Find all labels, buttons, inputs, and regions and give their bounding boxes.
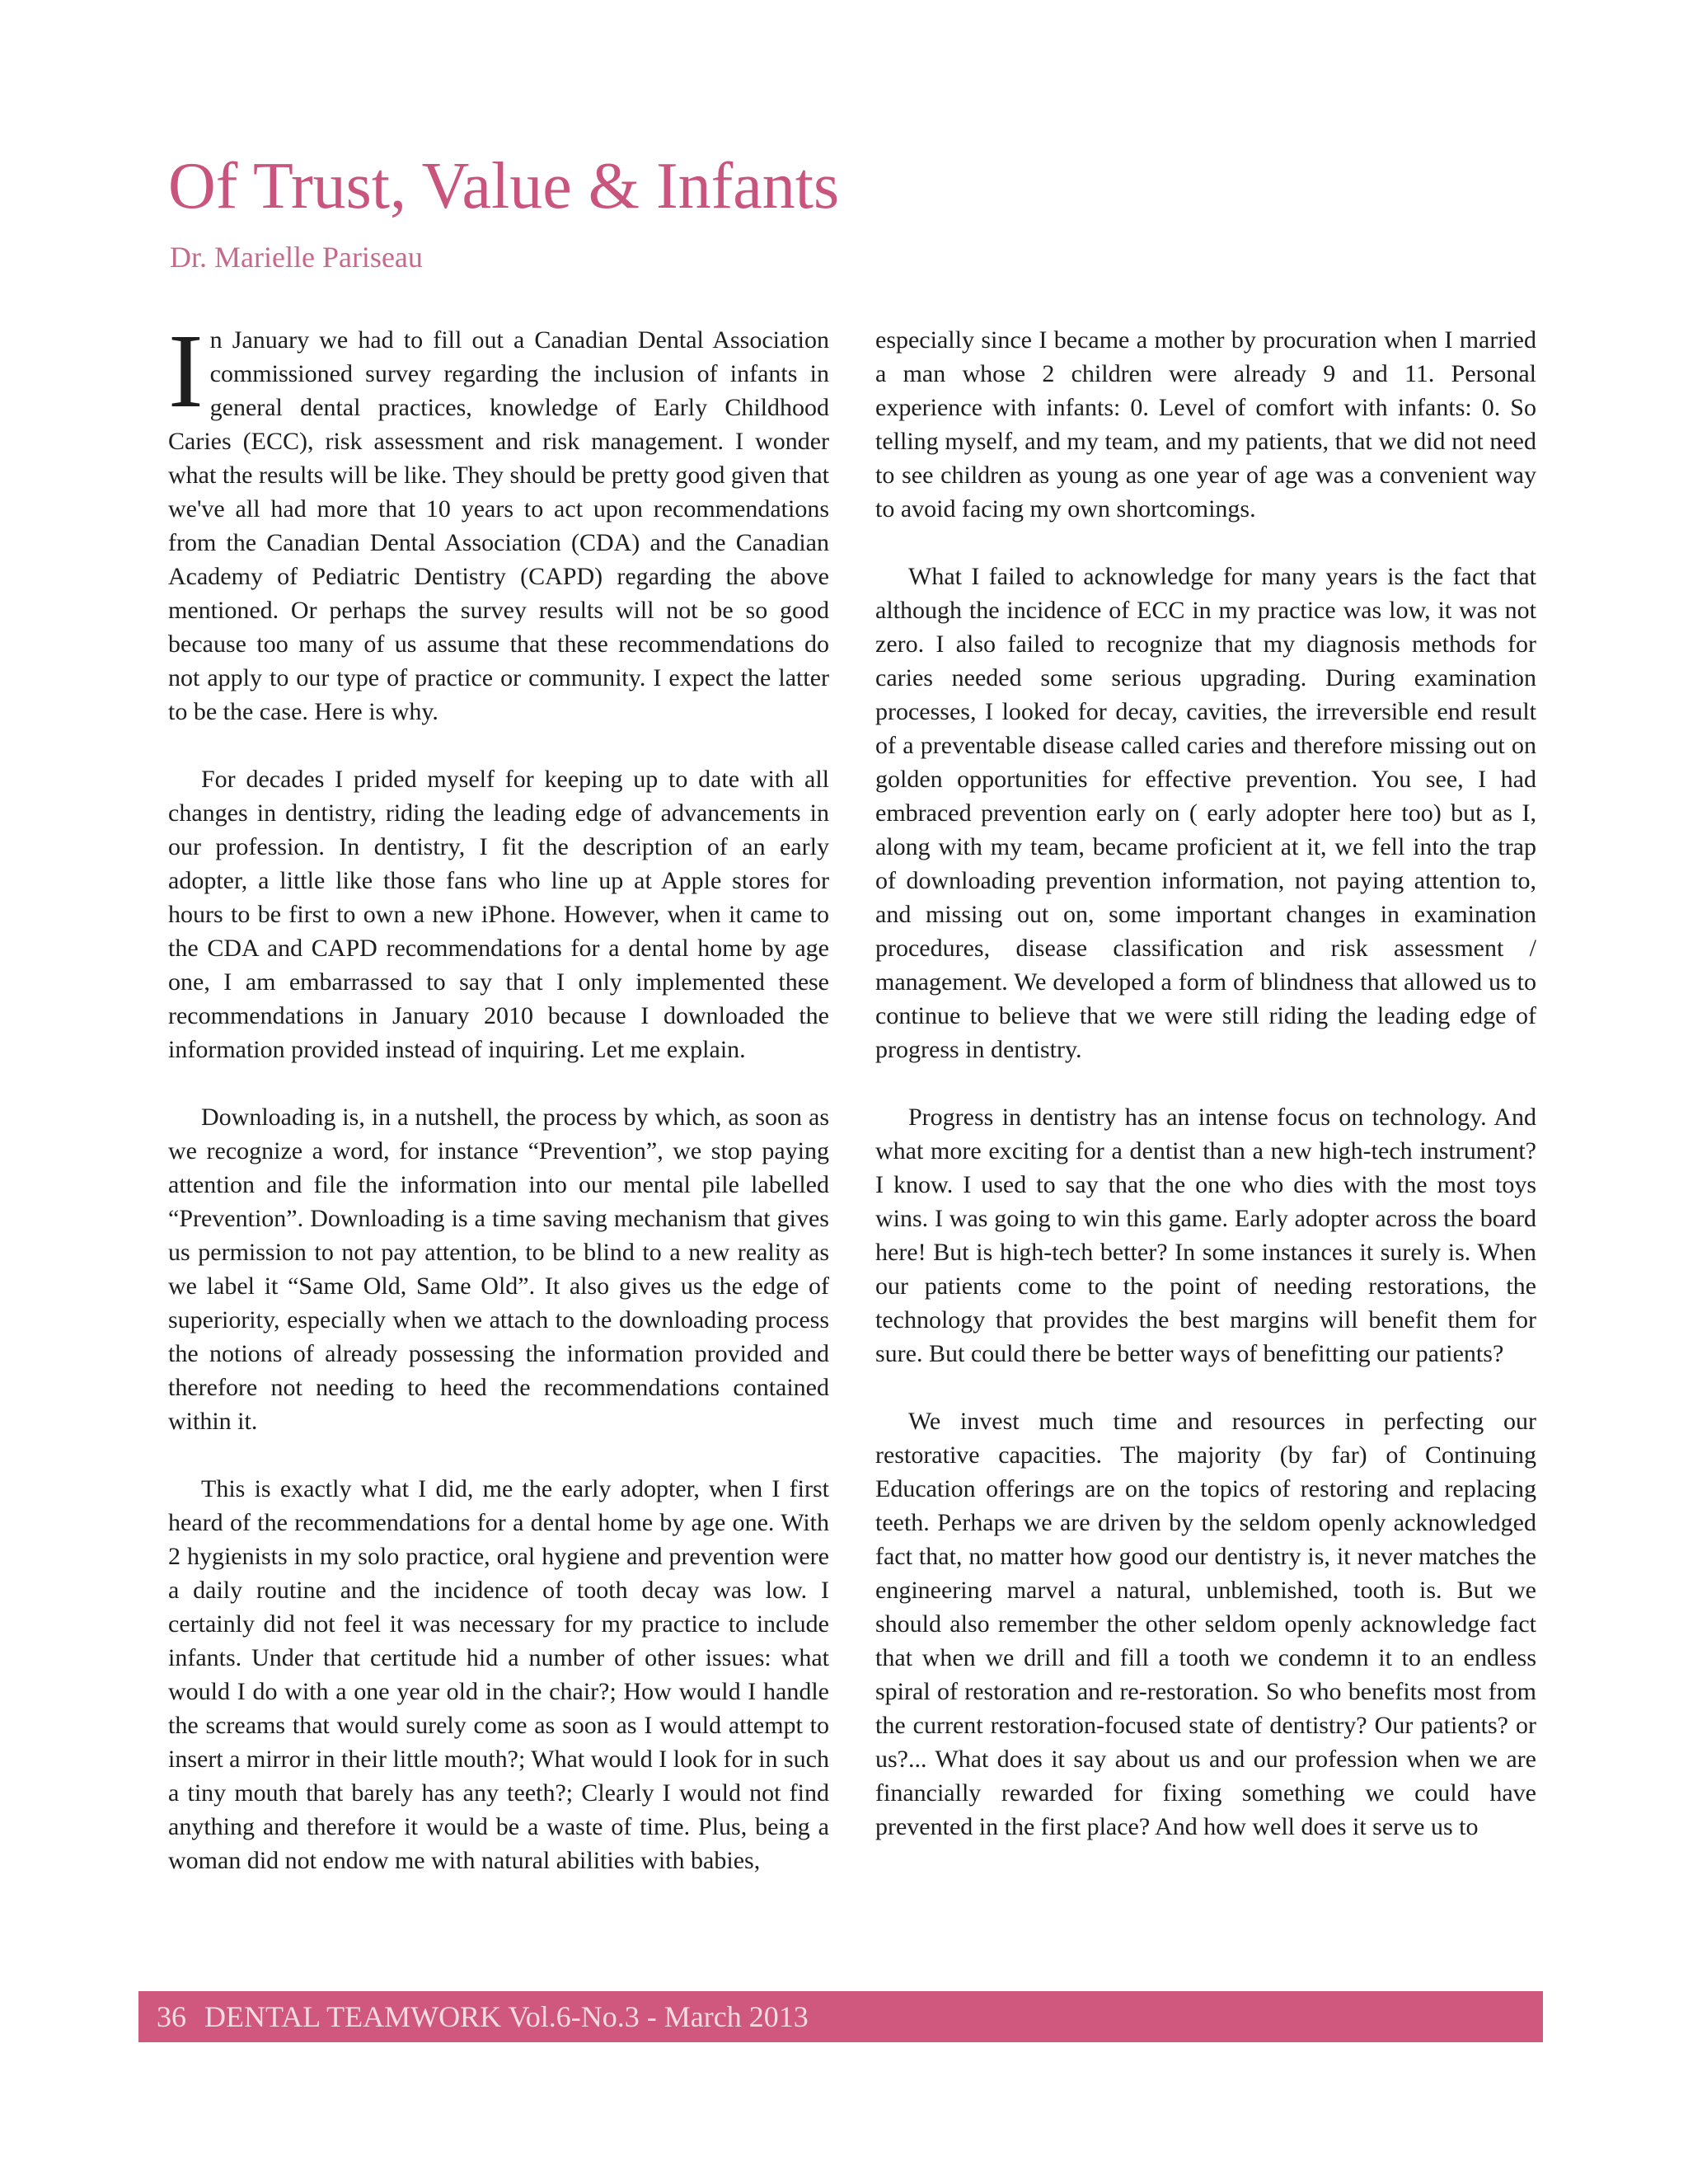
body-paragraph: What I failed to acknowledge for many years is the fact that although the incidence of ECC in my practice was low, it was not zero. I also failed to recognize that my diagnosis methods for caries needed some serious upgrading. During examination processes, I looked for decay, cavities, the irreversible end result of a preventable disease called caries and therefore missing out on golden opportunities for effective prevention. You see, I had embraced prevention early on ( early adopter here too) but as I, along with my team, became proficient at it, we fell into the trap of downloading prevention information, not paying attention to, and missing out on, some important changes in examination procedures, disease classification and risk assessment / management. We developed a form of blindness that allowed us to continue to believe that we were still riding the leading edge of progress in dentistry. bbox=[875, 563, 1536, 1063]
left-column bbox=[168, 323, 829, 1983]
body-paragraph: For decades I prided myself for keeping up to date with all changes in dentistry, riding the leading edge of advancements in our profession. In dentistry, I fit the description of an early adopter, a little like those fans who line up at Apple stores for hours to be first to own a new iPhone. However, when it came to the CDA and CAPD recommendations for a dental home by age one, I am embarrassed to say that I only implemented these recommendations in January 2010 because I downloaded the information provided instead of inquiring. Let me explain. bbox=[168, 766, 829, 1063]
body-paragraph: Downloading is, in a nutshell, the process by which, as soon as we recognize a word, for instance “Prevention”, we stop paying attention and file the information into our mental pile labelled “Prevention”. Downloading is a time saving mechanism that gives us permission to not pay attention, to be blind to a new reality as we label it “Same Old, Same Old”. It also gives us the edge of superiority, especially when we attach to the downloading process the notions of already possessing the information provided and therefore not needing to heed the recommendations contained within it. bbox=[168, 1104, 829, 1435]
article-title: Of Trust, Value & Infants bbox=[168, 150, 840, 223]
body-paragraph: We invest much time and resources in perfecting our restorative capacities. The majority (by far) of Continuing Education offerings are on the topics of restoring and replacing teeth. Perhaps we are driven by the seldom openly acknowledged fact that, no matter how good our dentistry is, it never matches the engineering marvel a natural, unblemished, tooth is. But we should also remember the other seldom openly acknowledge fact that when we drill and fill a tooth we condemn it to an endless spiral of restoration and re-restoration. So who benefits most from the current restoration-focused state of dentistry? Our patients? or us?... What does it say about us and our profession when we are financially rewarded for fixing something we could have prevented in the first place? And how well does it serve us to bbox=[875, 1408, 1536, 1840]
intro-paragraph-text: n January we had to fill out a Canadian Dental Association commissioned survey regarding the inclusion of infants in general dental practices, knowledge of Early Childhood Caries (ECC), risk assessment and risk management. I wonder what the results will be like. They should be pretty good given that we've all had more that 10 years to act upon recommendations from the Canadian Dental Association (CDA) and the Canadian Academy of Pediatric Dentistry (CAPD) regarding the above mentioned. Or perhaps the survey results will not be so good because too many of us assume that these recommendations do not apply to our type of practice or community. I expect the latter to be the case. Here is why. bbox=[168, 326, 829, 725]
body-paragraph: This is exactly what I did, me the early adopter, when I first heard of the recommendations for a dental home by age one. With 2 hygienists in my solo practice, oral hygiene and prevention were a daily routine and the incidence of tooth decay was low. I certainly did not feel it was necessary for my practice to include infants. Under that certitude hid a number of other issues: what would I do with a one year old in the chair?; How would I handle the screams that would surely come as soon as I would attempt to insert a mirror in their little mouth?; What would I look for in such a tiny mouth that barely has any teeth?; Clearly I would not find anything and therefore it would be a waste of time. Plus, being a woman did not endow me with natural abilities with babies, bbox=[168, 1475, 829, 1874]
intro-paragraph bbox=[168, 323, 829, 729]
footer-text bbox=[157, 1991, 809, 2042]
drop-cap: I bbox=[168, 323, 204, 429]
right-column bbox=[875, 323, 1536, 1983]
page-number: 36 bbox=[157, 2000, 186, 2033]
article-author: Dr. Marielle Pariseau bbox=[170, 241, 423, 274]
footer-bar bbox=[138, 1991, 1543, 2042]
body-paragraph: especially since I became a mother by procuration when I married a man whose 2 children were already 9 and 11. Personal experience with infants: 0. Level of comfort with infants: 0. So telling myself, and my team, and my patients, that we did not need to see children as young as one year of age was a convenient way to avoid facing my own shortcomings. bbox=[875, 326, 1536, 523]
body-paragraph: Progress in dentistry has an intense focus on technology. And what more exciting for a dentist than a new high-tech instrument? I know. I used to say that the one who dies with the most toys wins. I was going to win this game. Early adopter across the board here! But is high-tech better? In some instances it surely is. When our patients come to the point of needing restorations, the technology that provides the best margins will benefit them for sure. But could there be better ways of benefitting our patients? bbox=[875, 1104, 1536, 1367]
issue-info: Vol.6-No.3 - March 2013 bbox=[508, 2000, 809, 2033]
publication-name: DENTAL TEAMWORK bbox=[204, 2000, 502, 2033]
